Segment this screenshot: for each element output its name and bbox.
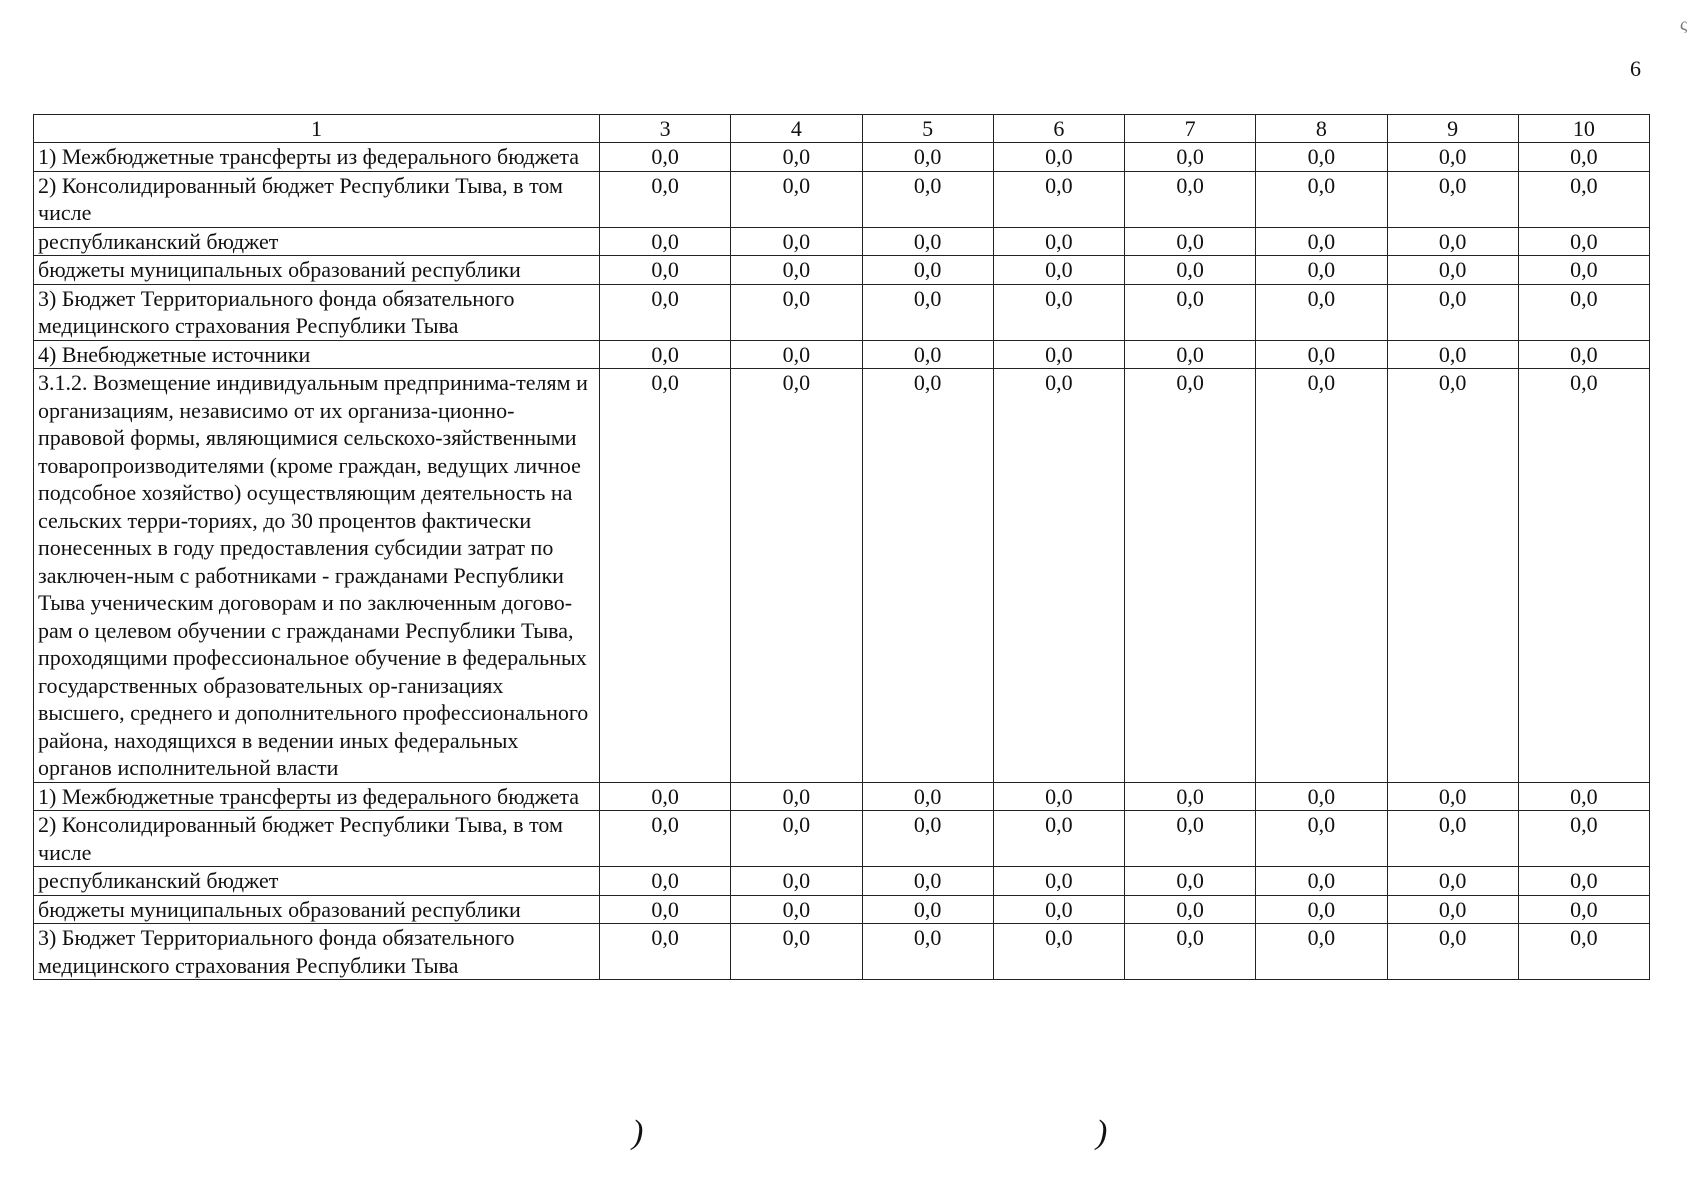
value-cell: 0,0	[1518, 782, 1649, 811]
header-cell-col-8: 8	[1256, 115, 1387, 143]
value-cell: 0,0	[1387, 256, 1518, 285]
value-cell: 0,0	[1518, 811, 1649, 867]
table-row	[34, 171, 1650, 227]
value-cell: 0,0	[993, 143, 1124, 172]
value-cell: 0,0	[1518, 256, 1649, 285]
value-cell: 0,0	[1125, 340, 1256, 369]
value-cell: 0,0	[1125, 867, 1256, 896]
value-cell: 0,0	[1125, 924, 1256, 980]
value-cell: 0,0	[600, 369, 731, 783]
value-cell: 0,0	[600, 867, 731, 896]
table-row	[34, 340, 1650, 369]
table-header	[34, 115, 1650, 143]
table-body	[34, 143, 1650, 980]
value-cell: 0,0	[1387, 143, 1518, 172]
table-row	[34, 782, 1650, 811]
value-cell: 0,0	[731, 227, 862, 256]
value-cell: 0,0	[1518, 143, 1649, 172]
scan-artifact-mark: ς	[1680, 14, 1688, 34]
header-cell-col-9: 9	[1387, 115, 1518, 143]
value-cell: 0,0	[862, 340, 993, 369]
value-cell: 0,0	[1125, 369, 1256, 783]
value-cell: 0,0	[862, 782, 993, 811]
table-row	[34, 227, 1650, 256]
table-row	[34, 811, 1650, 867]
value-cell: 0,0	[993, 171, 1124, 227]
value-cell: 0,0	[731, 256, 862, 285]
page-number: 6	[1630, 56, 1641, 81]
row-label: 2) Консолидированный бюджет Республики Тыва, в том числе	[34, 171, 600, 227]
value-cell: 0,0	[993, 867, 1124, 896]
value-cell: 0,0	[862, 867, 993, 896]
value-cell: 0,0	[1125, 284, 1256, 340]
value-cell: 0,0	[731, 867, 862, 896]
value-cell: 0,0	[1256, 369, 1387, 783]
value-cell: 0,0	[1256, 256, 1387, 285]
value-cell: 0,0	[1518, 340, 1649, 369]
table-row	[34, 895, 1650, 924]
value-cell: 0,0	[1125, 227, 1256, 256]
value-cell: 0,0	[600, 895, 731, 924]
value-cell: 0,0	[600, 227, 731, 256]
value-cell: 0,0	[731, 143, 862, 172]
value-cell: 0,0	[1518, 227, 1649, 256]
value-cell: 0,0	[993, 227, 1124, 256]
value-cell: 0,0	[1518, 895, 1649, 924]
value-cell: 0,0	[600, 340, 731, 369]
value-cell: 0,0	[600, 284, 731, 340]
value-cell: 0,0	[1125, 171, 1256, 227]
value-cell: 0,0	[731, 895, 862, 924]
row-label: 3.1.2. Возмещение индивидуальным предпринима-телям и организациям, независимо от их организа-ционно-правовой формы, являющимися сельскохо-зяйственными товаропроизводителями (кроме граждан, ведущих личное подсобное хозяйство) осуществляющим деятельность на сельских терри-ториях, до 30 процентов фактически понесенных в году предоставления субсидии затрат по заключен-ным с работниками - гражданами Республики Тыва ученическим договорам и по заключенным догово-рам о целевом обучении с гражданами Республики Тыва, проходящими профессиональное обучение в федеральных государственных образовательных ор-ганизациях высшего, среднего и дополнительного профессионального района, находящихся в ведении иных федеральных органов исполнительной власти	[34, 369, 600, 783]
value-cell: 0,0	[1125, 256, 1256, 285]
header-cell-col-3: 3	[600, 115, 731, 143]
handwritten-mark-right: )	[1096, 1114, 1108, 1151]
table-row	[34, 867, 1650, 896]
value-cell: 0,0	[862, 256, 993, 285]
value-cell: 0,0	[1518, 369, 1649, 783]
value-cell: 0,0	[1125, 811, 1256, 867]
value-cell: 0,0	[862, 811, 993, 867]
header-cell-col-5: 5	[862, 115, 993, 143]
table-row	[34, 369, 1650, 783]
value-cell: 0,0	[993, 256, 1124, 285]
row-label: 4) Внебюджетные источники	[34, 340, 600, 369]
value-cell: 0,0	[731, 369, 862, 783]
value-cell: 0,0	[600, 924, 731, 980]
value-cell: 0,0	[1256, 867, 1387, 896]
value-cell: 0,0	[600, 811, 731, 867]
value-cell: 0,0	[1256, 895, 1387, 924]
value-cell: 0,0	[1387, 340, 1518, 369]
value-cell: 0,0	[862, 284, 993, 340]
value-cell: 0,0	[1125, 143, 1256, 172]
value-cell: 0,0	[1256, 227, 1387, 256]
header-cell-col-1: 1	[34, 115, 600, 143]
header-cell-col-10: 10	[1518, 115, 1649, 143]
value-cell: 0,0	[600, 256, 731, 285]
value-cell: 0,0	[1256, 171, 1387, 227]
value-cell: 0,0	[731, 171, 862, 227]
value-cell: 0,0	[993, 811, 1124, 867]
value-cell: 0,0	[862, 924, 993, 980]
table-row	[34, 284, 1650, 340]
value-cell: 0,0	[1256, 284, 1387, 340]
value-cell: 0,0	[1256, 924, 1387, 980]
row-label: республиканский бюджет	[34, 867, 600, 896]
header-cell-col-6: 6	[993, 115, 1124, 143]
value-cell: 0,0	[993, 369, 1124, 783]
header-row	[34, 115, 1650, 143]
row-label: республиканский бюджет	[34, 227, 600, 256]
value-cell: 0,0	[731, 284, 862, 340]
header-cell-col-4: 4	[731, 115, 862, 143]
value-cell: 0,0	[1518, 284, 1649, 340]
value-cell: 0,0	[1125, 895, 1256, 924]
value-cell: 0,0	[1387, 369, 1518, 783]
row-label: бюджеты муниципальных образований республики	[34, 256, 600, 285]
table-row	[34, 143, 1650, 172]
handwritten-mark-left: )	[632, 1114, 644, 1151]
value-cell: 0,0	[1518, 867, 1649, 896]
value-cell: 0,0	[1387, 227, 1518, 256]
table-row	[34, 924, 1650, 980]
value-cell: 0,0	[731, 924, 862, 980]
row-label: 1) Межбюджетные трансферты из федерального бюджета	[34, 143, 600, 172]
value-cell: 0,0	[1387, 895, 1518, 924]
value-cell: 0,0	[1387, 782, 1518, 811]
value-cell: 0,0	[1387, 924, 1518, 980]
value-cell: 0,0	[993, 340, 1124, 369]
value-cell: 0,0	[731, 811, 862, 867]
value-cell: 0,0	[600, 143, 731, 172]
value-cell: 0,0	[862, 143, 993, 172]
value-cell: 0,0	[1125, 782, 1256, 811]
value-cell: 0,0	[731, 782, 862, 811]
value-cell: 0,0	[731, 340, 862, 369]
value-cell: 0,0	[862, 227, 993, 256]
value-cell: 0,0	[1256, 811, 1387, 867]
row-label: 2) Консолидированный бюджет Республики Тыва, в том числе	[34, 811, 600, 867]
value-cell: 0,0	[993, 284, 1124, 340]
row-label: 3) Бюджет Территориального фонда обязательного медицинского страхования Республики Тыва	[34, 924, 600, 980]
row-label: бюджеты муниципальных образований республики	[34, 895, 600, 924]
value-cell: 0,0	[993, 782, 1124, 811]
value-cell: 0,0	[1256, 143, 1387, 172]
value-cell: 0,0	[862, 171, 993, 227]
row-label: 1) Межбюджетные трансферты из федерального бюджета	[34, 782, 600, 811]
value-cell: 0,0	[600, 171, 731, 227]
value-cell: 0,0	[1256, 340, 1387, 369]
value-cell: 0,0	[1387, 811, 1518, 867]
value-cell: 0,0	[1518, 171, 1649, 227]
header-cell-col-7: 7	[1125, 115, 1256, 143]
value-cell: 0,0	[1387, 171, 1518, 227]
value-cell: 0,0	[862, 895, 993, 924]
value-cell: 0,0	[862, 369, 993, 783]
value-cell: 0,0	[993, 895, 1124, 924]
value-cell: 0,0	[1256, 782, 1387, 811]
value-cell: 0,0	[600, 782, 731, 811]
value-cell: 0,0	[1387, 284, 1518, 340]
value-cell: 0,0	[1387, 867, 1518, 896]
row-label: 3) Бюджет Территориального фонда обязательного медицинского страхования Республики Тыва	[34, 284, 600, 340]
budget-table	[33, 114, 1650, 980]
value-cell: 0,0	[993, 924, 1124, 980]
table-row	[34, 256, 1650, 285]
value-cell: 0,0	[1518, 924, 1649, 980]
